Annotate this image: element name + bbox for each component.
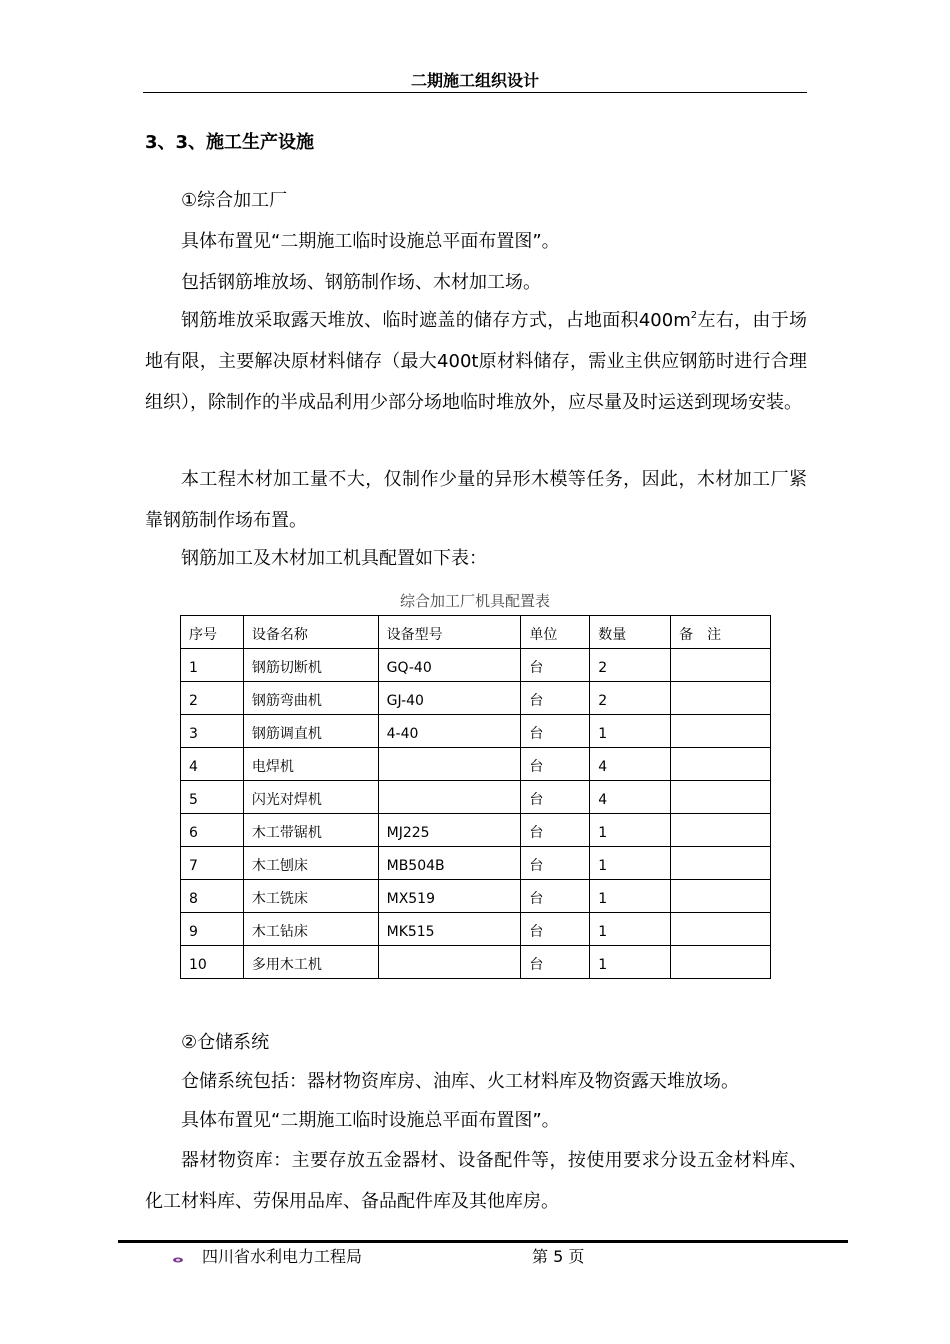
paragraph-materials-warehouse: 器材物资库：主要存放五金器材、设备配件等，按使用要求分设五金材料库、化工材料库、劳保用品库、备品配件库及其他库房。 (145, 1150, 807, 1212)
cell-index: 3 (181, 715, 244, 748)
section-title: 3、3、施工生产设施 (145, 132, 315, 153)
cell-model: MJ225 (378, 814, 521, 847)
table-row (181, 946, 771, 979)
cell-unit: 台 (521, 913, 590, 946)
cell-remarks (671, 649, 771, 682)
table-row (181, 682, 771, 715)
cell-model: GJ-40 (378, 682, 521, 715)
table-row (181, 847, 771, 880)
table-header-cell: 单位 (521, 616, 590, 649)
footer-organization: 四川省水利电力工程局 (202, 1247, 363, 1266)
table-header-row (181, 616, 771, 649)
cell-unit: 台 (521, 880, 590, 913)
cell-unit: 台 (521, 748, 590, 781)
cell-equipment-name: 木工带锯机 (243, 814, 378, 847)
table-row (181, 880, 771, 913)
paragraph-rebar-storage: 钢筋堆放采取露天堆放、临时遮盖的储存方式，占地面积$400m^2$左右，由于场地有限，主要解决原材料储存（最大400t原材料储存，需业主供应钢筋时进行合理组织），除制作的半成品利用少部分场地临时堆放外，应尽量及时运送到现场安装。 (145, 310, 808, 413)
cell-remarks (671, 814, 771, 847)
cell-index: 4 (181, 748, 244, 781)
footer-divider (118, 1240, 848, 1243)
cell-index: 5 (181, 781, 244, 814)
header-divider (143, 92, 807, 93)
cell-equipment-name: 钢筋弯曲机 (243, 682, 378, 715)
cell-index: 8 (181, 880, 244, 913)
cell-quantity: 4 (590, 781, 671, 814)
paragraph-storage-components: 仓储系统包括：器材物资库房、油库、火工材料库及物资露天堆放场。 (181, 1071, 739, 1092)
cell-unit: 台 (521, 781, 590, 814)
cell-quantity: 4 (590, 748, 671, 781)
table-row (181, 649, 771, 682)
cell-model: MX519 (378, 880, 521, 913)
cell-equipment-name: 多用木工机 (243, 946, 378, 979)
subsection-heading-processing-plant: ①综合加工厂 (181, 190, 288, 211)
cell-quantity: 1 (590, 814, 671, 847)
table-row (181, 715, 771, 748)
cell-equipment-name: 钢筋切断机 (243, 649, 378, 682)
cell-model (378, 946, 521, 979)
organization-logo-icon (172, 1249, 184, 1257)
cell-model (378, 781, 521, 814)
cell-quantity: 1 (590, 946, 671, 979)
cell-remarks (671, 946, 771, 979)
cell-remarks (671, 880, 771, 913)
cell-model: GQ-40 (378, 649, 521, 682)
paragraph-timber-processing: 本工程木材加工量不大，仅制作少量的异形木模等任务，因此，木材加工厂紧靠钢筋制作场布置。 (145, 469, 807, 531)
subsection-heading-storage-system: ②仓储系统 (181, 1032, 270, 1053)
table-header-cell: 数量 (590, 616, 671, 649)
cell-model: MB504B (378, 847, 521, 880)
cell-remarks (671, 847, 771, 880)
cell-index: 6 (181, 814, 244, 847)
table-header-cell: 序号 (181, 616, 244, 649)
cell-index: 10 (181, 946, 244, 979)
cell-equipment-name: 木工刨床 (243, 847, 378, 880)
cell-unit: 台 (521, 814, 590, 847)
cell-unit: 台 (521, 715, 590, 748)
cell-quantity: 1 (590, 847, 671, 880)
paragraph-layout-reference: 具体布置见“二期施工临时设施总平面布置图”。 (181, 231, 560, 252)
cell-quantity: 1 (590, 880, 671, 913)
table-row (181, 748, 771, 781)
cell-equipment-name: 木工铣床 (243, 880, 378, 913)
page-header-title: 二期施工组织设计 (410, 71, 539, 90)
cell-model: MK515 (378, 913, 521, 946)
cell-quantity: 1 (590, 715, 671, 748)
cell-remarks (671, 781, 771, 814)
table-row (181, 814, 771, 847)
table-header-cell: 设备型号 (378, 616, 521, 649)
table-header-cell: 设备名称 (243, 616, 378, 649)
cell-index: 1 (181, 649, 244, 682)
cell-model: 4-40 (378, 715, 521, 748)
paragraph-table-intro: 钢筋加工及木材加工机具配置如下表： (181, 548, 487, 569)
table-header-cell: 备 注 (671, 616, 771, 649)
cell-model (378, 748, 521, 781)
cell-quantity: 2 (590, 649, 671, 682)
table-row (181, 781, 771, 814)
cell-quantity: 1 (590, 913, 671, 946)
cell-remarks (671, 748, 771, 781)
table-row (181, 913, 771, 946)
cell-index: 7 (181, 847, 244, 880)
cell-unit: 台 (521, 649, 590, 682)
paragraph-storage-layout-reference: 具体布置见“二期施工临时设施总平面布置图”。 (181, 1110, 560, 1131)
cell-equipment-name: 闪光对焊机 (243, 781, 378, 814)
equipment-table (180, 615, 771, 979)
cell-equipment-name: 木工钻床 (243, 913, 378, 946)
cell-index: 2 (181, 682, 244, 715)
cell-remarks (671, 913, 771, 946)
cell-index: 9 (181, 913, 244, 946)
page-number: 第 5 页 (532, 1247, 585, 1266)
cell-unit: 台 (521, 682, 590, 715)
cell-quantity: 2 (590, 682, 671, 715)
cell-equipment-name: 钢筋调直机 (243, 715, 378, 748)
cell-equipment-name: 电焊机 (243, 748, 378, 781)
table-caption: 综合加工厂机具配置表 (399, 592, 550, 610)
cell-remarks (671, 682, 771, 715)
cell-unit: 台 (521, 847, 590, 880)
cell-remarks (671, 715, 771, 748)
cell-unit: 台 (521, 946, 590, 979)
paragraph-components: 包括钢筋堆放场、钢筋制作场、木材加工场。 (181, 272, 541, 293)
